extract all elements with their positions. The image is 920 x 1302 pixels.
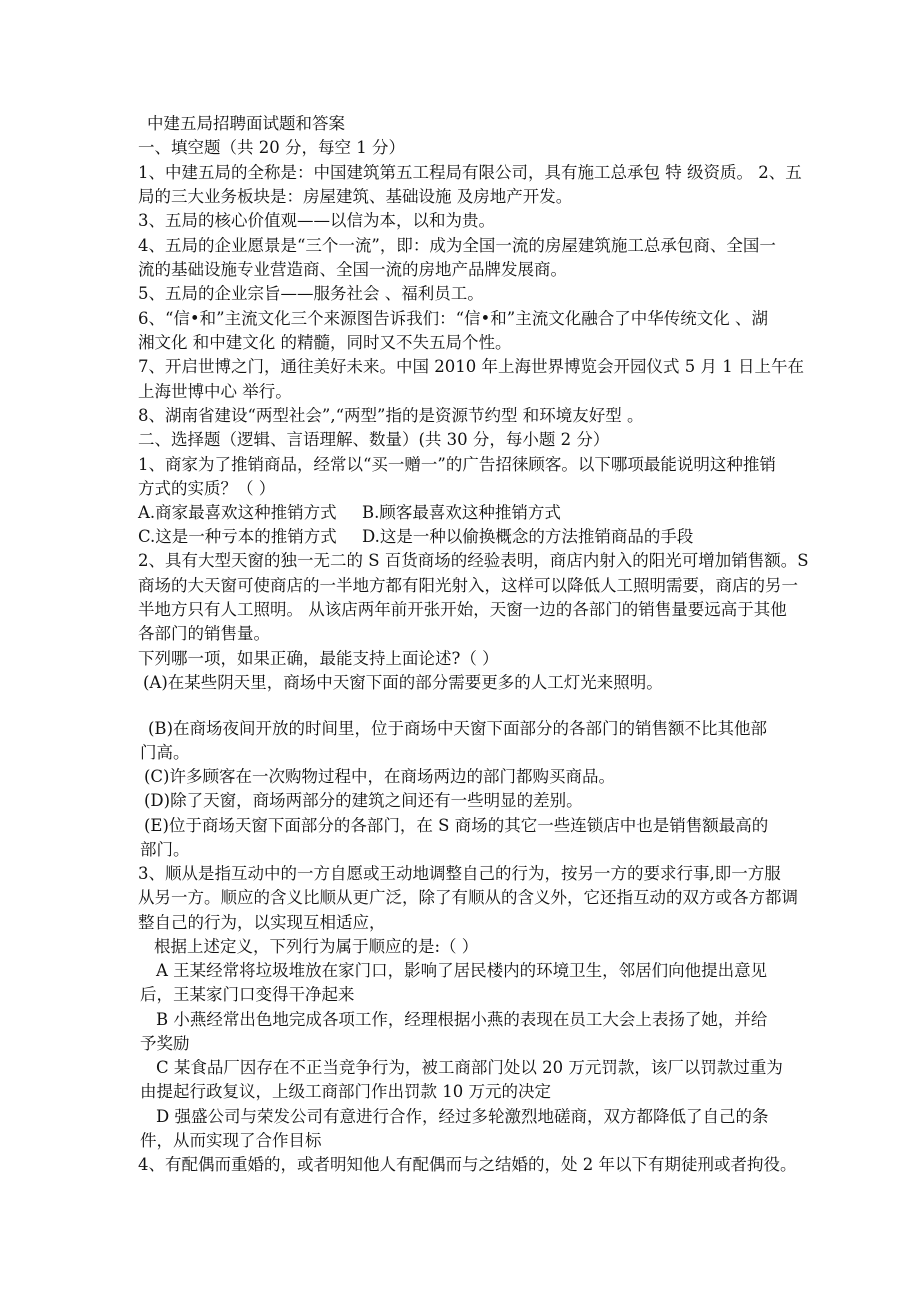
question-text: 3、顺从是指互动中的一方自愿或王动地调整自己的行为，按另一方的要求行事,即一方服 [138, 864, 781, 883]
option-text: 门高。 [140, 743, 190, 762]
question-text: 6、“信•和”主流文化三个来源图告诉我们：“信•和”主流文化融合了中华传统文化 、湖 [138, 309, 768, 328]
question-text: 7、开启世博之门，通往美好未来。中国 2010 年上海世界博览会开园仪式 5 月 1 日上午在 [138, 357, 804, 376]
question-text: 4、五局的企业愿景是“三个一流”，即：成为全国一流的房屋建筑施工总承包商、全国一 [138, 236, 776, 255]
question-text: 局的三大业务板块是：房屋建筑、基础设施 及房地产开发。 [138, 187, 573, 206]
section-heading-fill-in: 一、填空题（共 20 分，每空 1 分） [138, 138, 405, 157]
option-text: A.商家最喜欢这种推销方式 [138, 503, 337, 522]
section-heading-multiple-choice: 二、选择题（逻辑、言语理解、数量）(共 30 分，每小题 2 分） [138, 430, 610, 449]
option-text: (E)位于商场天窗下面部分的各部门，在 S 商场的其它一些连锁店中也是销售额最高的 [144, 816, 769, 835]
option-text: A 王某经常将垃圾堆放在家门口，影响了居民楼内的环境卫生，邻居们向他提出意见 [156, 961, 768, 980]
option-text: (C)许多顾客在一次购物过程中，在商场两边的部门都购买商品。 [144, 767, 615, 786]
question-text: 流的基础设施专业营造商、全国一流的房地产品牌发展商。 [138, 260, 567, 279]
question-prompt: 下列哪一项，如果正确，最能支持上面论述?（ ） [138, 649, 499, 668]
option-text: 后，王某家门口变得干净起来 [140, 985, 355, 1004]
option-text: (A)在某些阴天里，商场中天窗下面的部分需要更多的人工灯光来照明。 [143, 673, 663, 692]
question-text: 方式的实质？（ ） [138, 479, 276, 498]
question-text: 商场的大天窗可使商店的一半地方都有阳光射入，这样可以降低人工照明需要，商店的另一 [138, 576, 798, 595]
option-text: (B)在商场夜间开放的时间里，位于商场中天窗下面部分的各部门的销售额不比其他部 [148, 719, 767, 738]
question-text: 2、具有大型天窗的独一无二的 S 百货商场的经验表明，商店内射入的阳光可增加销售额。S [138, 551, 809, 570]
question-prompt: 根据上述定义，下列行为属于顺应的是:（ ） [154, 937, 479, 956]
option-text: B 小燕经常出色地完成各项工作，经理根据小燕的表现在员工大会上表扬了她，并给 [156, 1010, 768, 1029]
option-text: 予奖励 [140, 1034, 190, 1053]
question-text: 1、商家为了推销商品，经常以“买一赠一”的广告招徕顾客。以下哪项最能说明这种推销 [138, 455, 776, 474]
question-text: 半地方只有人工照明。 从该店两年前开张开始，天窗一边的各部门的销售量要远高于其他 [138, 600, 787, 619]
question-text: 整自己的行为，以实现互相适应， [138, 913, 386, 932]
option-text: 件，从而实现了合作目标 [140, 1131, 322, 1150]
option-text: 由提起行政复议，上级工商部门作出罚款 10 万元的决定 [140, 1082, 551, 1101]
question-text: 3、五局的核心价值观——以信为本，以和为贵。 [138, 211, 495, 230]
option-text: B.顾客最喜欢这种推销方式 [362, 503, 561, 522]
question-text: 各部门的销售量。 [138, 624, 270, 643]
option-text: (D)除了天窗，商场两部分的建筑之间还有一些明显的差别。 [144, 791, 583, 810]
option-text: 部门。 [140, 840, 190, 859]
question-text: 4、有配偶而重婚的，或者明知他人有配偶而与之结婚的，处 2 年以下有期徒刑或者拘役。 [138, 1155, 797, 1174]
question-text: 上海世博中心 举行。 [138, 382, 292, 401]
option-text: D.这是一种以偷换概念的方法推销商品的手段 [362, 527, 694, 546]
question-text: 8、湖南省建设“两型社会”,“两型”指的是资源节约型 和环境友好型 。 [138, 406, 644, 425]
question-text: 5、五局的企业宗旨——服务社会 、福利员工。 [138, 284, 484, 303]
question-text: 1、中建五局的全称是：中国建筑第五工程局有限公司，具有施工总承包 特 级资质。 2、五 [138, 163, 802, 182]
question-text: 从另一方。顺应的含义比顺从更广泛，除了有顺从的含义外，它还指互动的双方或各方都调 [138, 888, 798, 907]
option-text: C 某食品厂因存在不正当竞争行为，被工商部门处以 20 万元罚款，该厂以罚款过重为 [156, 1058, 783, 1077]
option-text: C.这是一种亏本的推销方式 [138, 527, 337, 546]
question-text: 湘文化 和中建文化 的精髓，同时又不失五局个性。 [138, 333, 512, 352]
document-title: 中建五局招聘面试题和答案 [147, 114, 345, 133]
option-text: D 强盛公司与荣发公司有意进行合作，经过多轮激烈地磋商，双方都降低了自己的条 [156, 1107, 769, 1126]
